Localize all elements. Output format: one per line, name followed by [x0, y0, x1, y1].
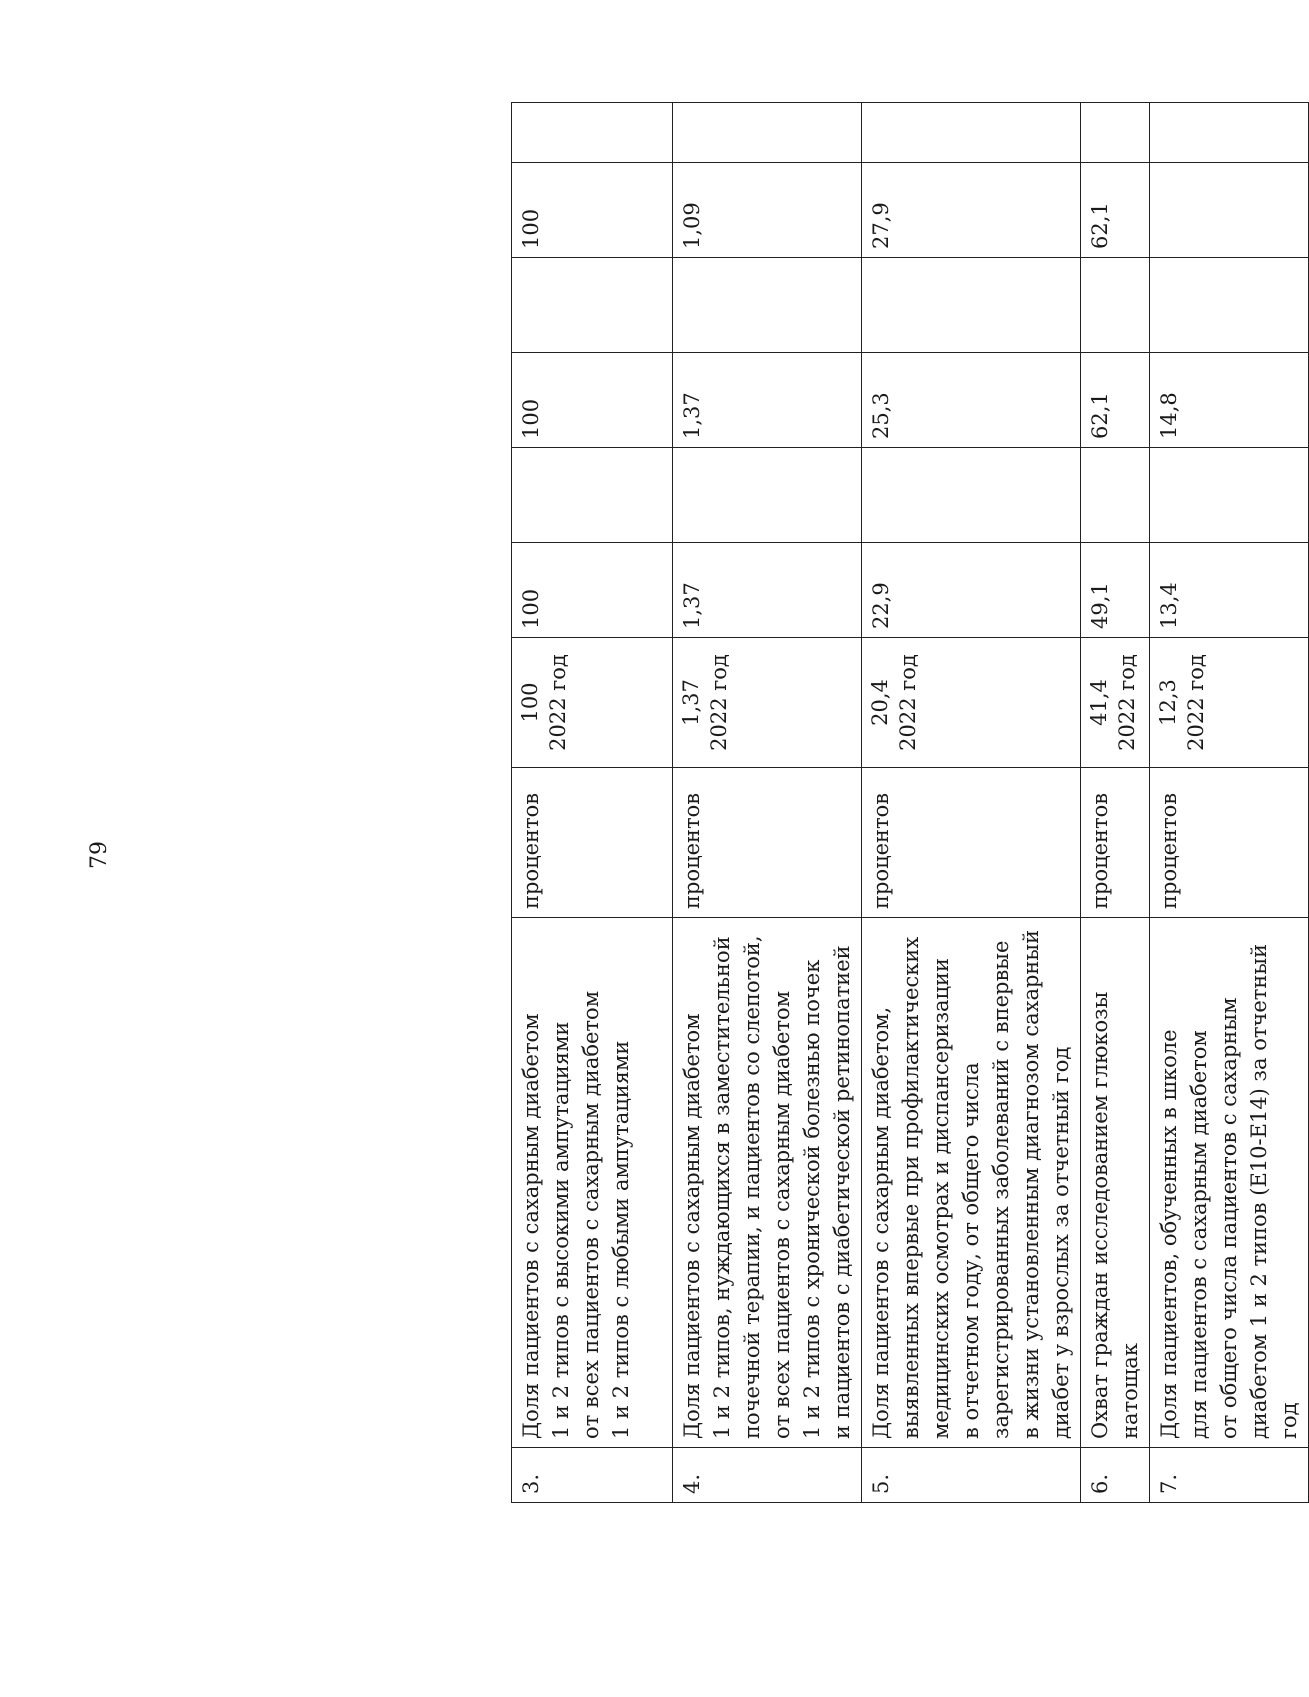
table-row [1150, 103, 1309, 1503]
target-value-cell-v3: 62,1 [1081, 353, 1150, 448]
target-value-cell-v2 [512, 448, 673, 543]
target-value-cell-v5: 100 [512, 163, 673, 258]
indicator-name-cell: Доля пациентов с сахарным диабетом 1 и 2 типов, нуждающихся в заместительной почечной терапии, и пациентов со слепотой, от всех пациентов с сахарным диабетом 1 и 2 типов с хронической болезнью почек и пациентов с диабетической ретинопатией [673, 918, 862, 1448]
base-year: 2022 год [896, 654, 920, 751]
base-value-cell [673, 638, 862, 768]
target-value-cell-v2 [673, 448, 862, 543]
target-value-cell-v5: 62,1 [1081, 163, 1150, 258]
target-value-cell-v4 [862, 258, 1081, 353]
table-row [1081, 103, 1150, 1503]
unit-cell: процентов [512, 768, 673, 918]
row-number-cell: 3. [512, 1448, 673, 1503]
row-number-cell: 4. [673, 1448, 862, 1503]
target-value-cell-v4 [512, 258, 673, 353]
target-value-cell-v4 [1081, 258, 1150, 353]
target-value-cell-v1: 22,9 [862, 543, 1081, 638]
indicator-name-cell: Доля пациентов с сахарным диабетом 1 и 2 типов с высокими ампутациями от всех пациентов с сахарным диабетом 1 и 2 типов с любыми ампутациями [512, 918, 673, 1448]
indicator-name-cell: Доля пациентов с сахарным диабетом, выявленных впервые при профилактических медицинских осмотрах и диспансеризации в отчетном году, от общего числа зарегистрированных заболеваний с впервые в жизни установленным диагнозом сахарный диабет у взрослых за отчетный год [862, 918, 1081, 1448]
table-row [862, 103, 1081, 1503]
page-number: 79 [87, 841, 112, 869]
target-value-cell-v3: 14,8 [1150, 353, 1309, 448]
table-row [673, 103, 862, 1503]
indicator-name-cell: Охват граждан исследованием глюкозы натощак [1081, 918, 1150, 1448]
table-row [512, 103, 673, 1503]
target-value-cell-v1: 13,4 [1150, 543, 1309, 638]
target-value-cell-v1: 100 [512, 543, 673, 638]
target-value-cell-v3: 100 [512, 353, 673, 448]
target-value-cell-v5 [1150, 163, 1309, 258]
target-value-cell-v3: 1,37 [673, 353, 862, 448]
target-value-cell-v6 [1081, 103, 1150, 163]
row-number-cell: 5. [862, 1448, 1081, 1503]
base-value-cell [512, 638, 673, 768]
indicator-table [511, 102, 1309, 1503]
base-year: 2022 год [546, 654, 570, 751]
target-value-cell-v4 [1150, 258, 1309, 353]
base-value: 20,4 [868, 679, 892, 726]
base-value: 12,3 [1156, 679, 1180, 726]
target-value-cell-v2 [862, 448, 1081, 543]
target-value-cell-v6 [1150, 103, 1309, 163]
base-value-cell [862, 638, 1081, 768]
unit-cell: процентов [862, 768, 1081, 918]
base-year: 2022 год [1184, 654, 1208, 751]
target-value-cell-v1: 1,37 [673, 543, 862, 638]
table-body [512, 103, 1309, 1503]
indicator-name-cell: Доля пациентов, обученных в школе для пациентов с сахарным диабетом от общего числа пациентов с сахарным диабетом 1 и 2 типов (E10-E14) за отчетный год [1150, 918, 1309, 1448]
base-value: 41,4 [1087, 679, 1111, 726]
row-number-cell: 7. [1150, 1448, 1309, 1503]
base-value-cell [1150, 638, 1309, 768]
unit-cell: процентов [673, 768, 862, 918]
base-value-cell [1081, 638, 1150, 768]
target-value-cell-v4 [673, 258, 862, 353]
unit-cell: процентов [1150, 768, 1309, 918]
indicator-table-container [511, 103, 1301, 1503]
target-value-cell-v5: 27,9 [862, 163, 1081, 258]
base-year: 2022 год [1115, 654, 1139, 751]
base-value: 100 [518, 682, 542, 723]
base-value: 1,37 [679, 679, 703, 726]
target-value-cell-v1: 49,1 [1081, 543, 1150, 638]
target-value-cell-v6 [512, 103, 673, 163]
row-number-cell: 6. [1081, 1448, 1150, 1503]
target-value-cell-v2 [1081, 448, 1150, 543]
target-value-cell-v3: 25,3 [862, 353, 1081, 448]
base-year: 2022 год [707, 654, 731, 751]
target-value-cell-v5: 1,09 [673, 163, 862, 258]
unit-cell: процентов [1081, 768, 1150, 918]
target-value-cell-v2 [1150, 448, 1309, 543]
target-value-cell-v6 [862, 103, 1081, 163]
target-value-cell-v6 [673, 103, 862, 163]
